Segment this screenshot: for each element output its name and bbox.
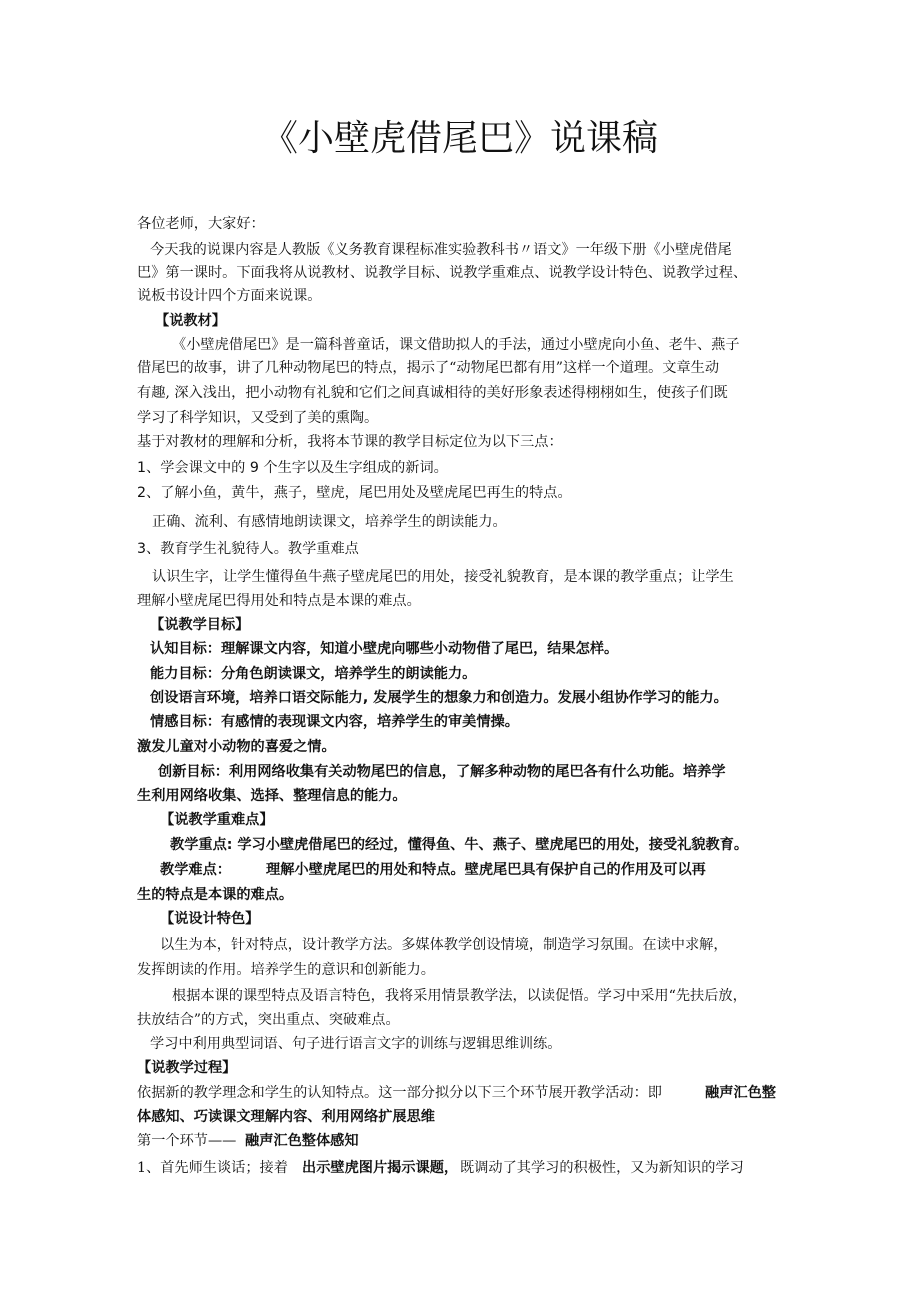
material-line-3: 有趣, 深入浅出，把小动物有礼貌和它们之间真诚相待的美好形象表述得栩栩如生，使孩子们既 xyxy=(137,385,728,401)
material-line-1: 《小壁虎借尾巴》是一篇科普童话，课文借助拟人的手法，通过小壁虎向小鱼、老牛、燕子 xyxy=(172,337,740,353)
material-line-5: 基于对教材的理解和分析，我将本节课的教学目标定位为以下三点： xyxy=(137,434,563,450)
goal-line-3: 创设语言环境，培养口语交际能力, 发展学生的想象力和创造力。发展小组协作学习的能力。 xyxy=(150,690,728,706)
goal-line-4: 情感目标：有感情的表现课文内容，培养学生的审美情操。 xyxy=(150,714,519,730)
material-line-9: 3、教育学生礼貌待人。教学重难点 xyxy=(137,541,359,557)
intro-line-3: 说板书设计四个方面来说课。 xyxy=(137,288,322,304)
material-line-11: 理解小壁虎尾巴得用处和特点是本课的难点。 xyxy=(137,593,421,609)
design-line-3: 根据本课的课型特点及语言特色，我将采用情景教学法，以读促悟。学习中采用“先扶后放， xyxy=(172,988,747,1004)
process-line-1-bold: 融声汇色整 xyxy=(705,1085,776,1101)
goal-line-7: 生利用网络收集、选择、整理信息的能力。 xyxy=(137,788,407,804)
process-line-3-end: 既调动了其学习的积极性，又为新知识的学习 xyxy=(460,1160,744,1176)
goal-line-5: 激发儿童对小动物的喜爱之情。 xyxy=(137,739,336,755)
section-heading-design: 【说设计特色】 xyxy=(160,911,260,927)
process-line-3-bold: 出示壁虎图片揭示课题， xyxy=(302,1160,459,1176)
process-stage-label: 第一个环节—— xyxy=(137,1133,237,1149)
material-line-7: 2、了解小鱼，黄牛，燕子，壁虎，尾巴用处及壁虎尾巴再生的特点。 xyxy=(137,485,572,501)
material-line-8: 正确、流利、有感情地朗读课文，培养学生的朗读能力。 xyxy=(152,514,507,530)
keypoint-line-3: 生的特点是本课的难点。 xyxy=(137,887,294,903)
goal-line-1: 认知目标：理解课文内容，知道小壁虎向哪些小动物借了尾巴，结果怎样。 xyxy=(150,641,619,657)
material-line-4: 学习了科学知识，又受到了美的熏陶。 xyxy=(137,410,379,426)
greeting: 各位老师，大家好： xyxy=(137,216,265,232)
keypoint-difficulty-label: 教学难点： xyxy=(160,862,231,878)
material-line-10: 认识生字，让学生懂得鱼牛燕子壁虎尾巴的用处，接受礼貌教育，是本课的教学重点；让学生 xyxy=(152,569,734,585)
material-line-2: 借尾巴的故事，讲了几种动物尾巴的特点，揭示了“动物尾巴都有用”这样一个道理。文章生动 xyxy=(137,360,720,376)
intro-line-2: 巴》第一课时。下面我将从说教材、说教学目标、说教学重难点、说教学设计特色、说教学过程、 xyxy=(137,265,748,281)
section-heading-material: 【说教材】 xyxy=(155,313,226,329)
process-line-3-start: 1、首先师生谈话；接着 xyxy=(137,1160,288,1176)
design-line-5: 学习中利用典型词语、句子进行语言文字的训练与逻辑思维训练。 xyxy=(150,1036,562,1052)
design-line-4: 扶放结合”的方式，突出重点、突破难点。 xyxy=(137,1012,400,1028)
section-heading-process: 【说教学过程】 xyxy=(137,1060,237,1076)
material-line-6: 1、学会课文中的 9 个生字以及生字组成的新词。 xyxy=(137,460,448,476)
process-stage-name: 融声汇色整体感知 xyxy=(245,1133,359,1149)
design-line-2: 发挥朗读的作用。培养学生的意识和创新能力。 xyxy=(137,962,435,978)
design-line-1: 以生为本，针对特点，设计教学方法。多媒体教学创设情境，制造学习氛围。在读中求解， xyxy=(160,937,728,953)
goal-line-6: 创新目标：利用网络收集有关动物尾巴的信息，了解多种动物的尾巴各有什么功能。培养学 xyxy=(158,764,726,780)
process-line-2: 体感知、巧读课文理解内容、利用网络扩展思维 xyxy=(137,1109,435,1125)
intro-line-1: 今天我的说课内容是人教版《义务教育课程标准实验教科书〃语文》一年级下册《小壁虎借尾 xyxy=(150,242,732,258)
section-heading-goals: 【说教学目标】 xyxy=(150,617,250,633)
document-title: 《小壁虎借尾巴》说课稿 xyxy=(261,118,658,159)
keypoint-line-1: 教学重点: 学习小壁虎借尾巴的经过，懂得鱼、牛、燕子、壁虎尾巴的用处，接受礼貌教育。 xyxy=(170,837,749,853)
process-line-1: 依据新的教学理念和学生的认知特点。这一部分拟分以下三个环节展开教学活动：即 xyxy=(137,1085,662,1101)
keypoint-line-2: 理解小壁虎尾巴的用处和特点。壁虎尾巴具有保护自己的作用及可以再 xyxy=(266,862,706,878)
goal-line-2: 能力目标：分角色朗读课文，培养学生的朗读能力。 xyxy=(150,666,477,682)
section-heading-keypoints: 【说教学重难点】 xyxy=(160,812,274,828)
